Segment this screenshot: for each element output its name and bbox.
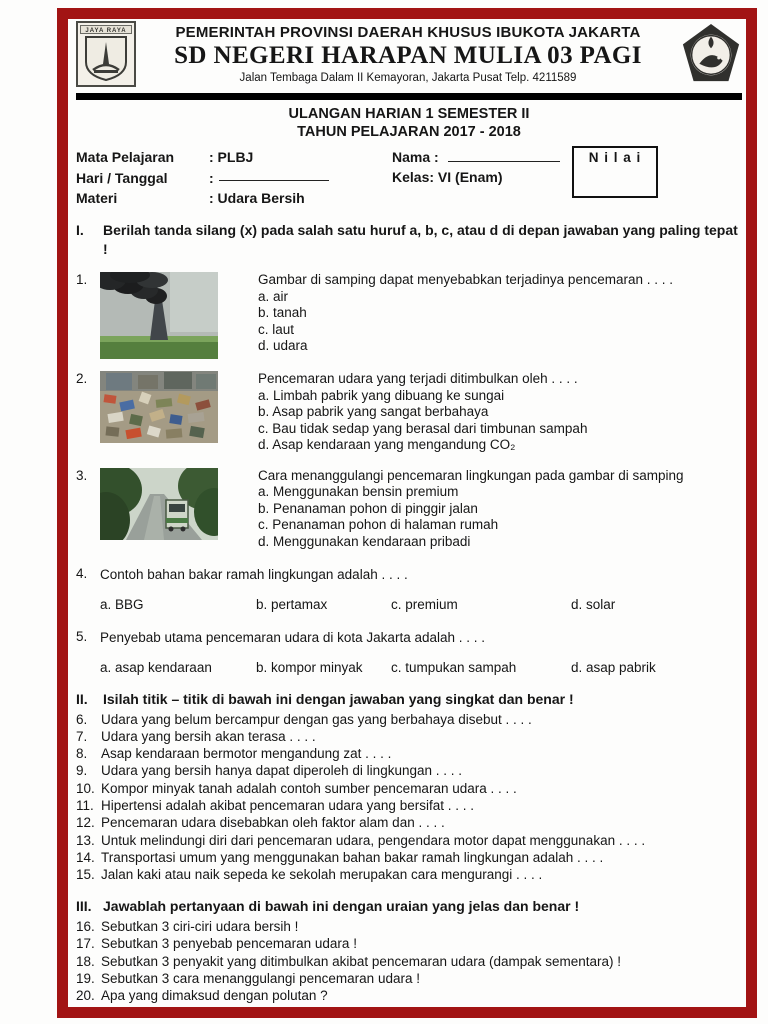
question-4-option-c: c. premium bbox=[391, 597, 458, 612]
question-3-option-c: c. Penanaman pohon di halaman rumah bbox=[258, 517, 499, 532]
item-13 bbox=[76, 832, 742, 849]
item-18-text: Sebutkan 3 penyakit yang ditimbulkan akibat pencemaran udara (dampak sementara) ! bbox=[101, 953, 622, 969]
question-1-option-b: b. tanah bbox=[258, 305, 307, 320]
question-3-option-d: d. Menggunakan kendaraan pribadi bbox=[258, 533, 471, 549]
question-1 bbox=[76, 272, 742, 359]
item-10 bbox=[76, 780, 742, 797]
question-5-text: Penyebab utama pencemaran udara di kota Jakarta adalah . . . . bbox=[100, 630, 485, 645]
government-line: PEMERINTAH PROVINSI DAERAH KHUSUS IBUKOTA JAKARTA bbox=[175, 23, 641, 41]
question-1-option-a: a. air bbox=[258, 288, 289, 304]
header-divider bbox=[76, 93, 742, 100]
name-blank-line bbox=[448, 149, 560, 162]
question-1-text: Gambar di samping dapat menyebabkan terjadinya pencemaran . . . . bbox=[258, 272, 673, 287]
exam-titles bbox=[76, 105, 742, 141]
question-1-option-d: d. udara bbox=[258, 338, 308, 353]
question-4-number: 4. bbox=[76, 566, 88, 581]
tut-wuri-handayani-logo bbox=[680, 22, 742, 86]
item-6-text: Udara yang belum bercampur dengan gas yang berbahaya disebut . . . . bbox=[101, 711, 532, 727]
item-7-text: Udara yang bersih akan terasa . . . . bbox=[101, 728, 316, 744]
name-field bbox=[392, 147, 560, 168]
question-2 bbox=[76, 371, 742, 454]
item-17-text: Sebutkan 3 penyebab pencemaran udara ! bbox=[101, 936, 357, 952]
section-2-items bbox=[76, 711, 742, 884]
item-13-number: 13. bbox=[76, 832, 95, 848]
item-14-number: 14. bbox=[76, 849, 95, 865]
question-3-text: Cara menanggulangi pencemaran lingkungan pada gambar di samping bbox=[258, 467, 684, 483]
date-blank-line bbox=[219, 168, 329, 181]
section-1-numeral: I. bbox=[76, 222, 84, 238]
question-2-option-b: b. Asap pabrik yang sangat berbahaya bbox=[258, 404, 489, 419]
score-box bbox=[572, 146, 658, 198]
item-13-text: Untuk melindungi diri dari pencemaran udara, pengendara motor dapat menggunakan . . . . bbox=[101, 832, 646, 848]
question-1-body bbox=[258, 272, 742, 359]
item-12 bbox=[76, 814, 742, 831]
question-5-option-c: c. tumpukan sampah bbox=[391, 660, 517, 675]
question-1-option-c: c. laut bbox=[258, 321, 295, 337]
item-8-number: 8. bbox=[76, 746, 88, 762]
item-17-number: 17. bbox=[76, 936, 95, 952]
question-1-number: 1. bbox=[76, 272, 88, 287]
question-4-option-a: a. BBG bbox=[100, 597, 144, 612]
item-14 bbox=[76, 849, 742, 866]
section-2-instruction: Isilah titik – titik di bawah ini dengan jawaban yang singkat dan benar ! bbox=[103, 691, 574, 707]
date-label: Hari / Tanggal bbox=[76, 169, 168, 186]
item-17 bbox=[76, 935, 742, 952]
item-18 bbox=[76, 953, 742, 970]
question-2-body bbox=[258, 371, 742, 454]
jakarta-emblem-logo bbox=[76, 21, 136, 87]
item-8 bbox=[76, 745, 742, 762]
question-2-option-c: c. Bau tidak sedap yang berasal dari timbunan sampah bbox=[258, 420, 588, 436]
item-14-text: Transportasi umum yang menggunakan bahan bakar ramah lingkungan adalah . . . . bbox=[101, 849, 604, 865]
section-3-heading bbox=[76, 897, 742, 916]
section-2-heading bbox=[76, 690, 742, 709]
material-value: : Udara Bersih bbox=[209, 190, 305, 206]
subject-label: Mata Pelajaran bbox=[76, 149, 175, 165]
question-3-option-b: b. Penanaman pohon di pinggir jalan bbox=[258, 500, 478, 516]
question-3-option-a: a. Menggunakan bensin premium bbox=[258, 484, 459, 499]
item-16 bbox=[76, 918, 742, 935]
item-12-text: Pencemaran udara disebabkan oleh faktor alam dan . . . . bbox=[101, 815, 445, 831]
section-3-numeral: III. bbox=[76, 898, 92, 915]
name-label: Nama : bbox=[392, 149, 439, 165]
tree-lined-road-photo bbox=[100, 468, 218, 551]
question-4-body bbox=[100, 566, 742, 613]
exam-title-line2: TAHUN PELAJARAN 2017 - 2018 bbox=[297, 124, 521, 140]
material-label: Materi bbox=[76, 190, 118, 206]
question-4 bbox=[76, 566, 742, 613]
item-19 bbox=[76, 970, 742, 987]
garbage-pile-photo bbox=[100, 371, 218, 454]
question-2-option-a: a. Limbah pabrik yang dibuang ke sungai bbox=[258, 387, 505, 403]
jakarta-logo-caption: JAYA RAYA bbox=[80, 25, 132, 34]
class-label: Kelas: VI (Enam) bbox=[392, 169, 503, 185]
question-2-option-d: d. Asap kendaraan yang mengandung CO₂ bbox=[258, 437, 516, 452]
section-1-heading bbox=[76, 221, 742, 258]
school-name: SD NEGERI HARAPAN MULIA 03 PAGI bbox=[174, 41, 642, 69]
item-12-number: 12. bbox=[76, 815, 95, 831]
item-9-text: Udara yang bersih hanya dapat diperoleh di lingkungan . . . . bbox=[101, 763, 462, 779]
item-6-number: 6. bbox=[76, 711, 88, 727]
item-18-number: 18. bbox=[76, 953, 95, 969]
question-5-option-d: d. asap pabrik bbox=[571, 660, 656, 675]
score-label: N i l a i bbox=[588, 150, 642, 165]
education-emblem-icon bbox=[680, 22, 742, 86]
question-5-number: 5. bbox=[76, 629, 88, 644]
question-2-text: Pencemaran udara yang terjadi ditimbulkan oleh . . . . bbox=[258, 371, 578, 386]
question-5 bbox=[76, 629, 742, 676]
item-10-number: 10. bbox=[76, 780, 95, 796]
section-3-items bbox=[76, 918, 742, 1004]
item-20 bbox=[76, 987, 742, 1004]
item-8-text: Asap kendaraan bermotor mengandung zat . . . . bbox=[101, 746, 392, 762]
item-9 bbox=[76, 762, 742, 779]
section-3-instruction: Jawablah pertanyaan di bawah ini dengan uraian yang jelas dan benar ! bbox=[103, 898, 580, 915]
subject-value: : PLBJ bbox=[209, 149, 254, 165]
item-11 bbox=[76, 797, 742, 814]
question-3-number: 3. bbox=[76, 467, 88, 483]
item-15-text: Jalan kaki atau naik sepeda ke sekolah merupakan cara mengurangi . . . . bbox=[101, 867, 543, 883]
item-10-text: Kompor minyak tanah adalah contoh sumber pencemaran udara . . . . bbox=[101, 780, 517, 796]
item-15 bbox=[76, 866, 742, 883]
section-2-numeral: II. bbox=[76, 691, 88, 707]
item-16-text: Sebutkan 3 ciri-ciri udara bersih ! bbox=[101, 918, 299, 934]
item-9-number: 9. bbox=[76, 763, 88, 779]
page-content bbox=[76, 20, 742, 1004]
question-4-option-b: b. pertamax bbox=[256, 597, 328, 612]
exam-info-block bbox=[76, 147, 742, 211]
item-11-number: 11. bbox=[76, 797, 94, 813]
letterhead bbox=[76, 20, 742, 88]
exam-title-line1: ULANGAN HARIAN 1 SEMESTER II bbox=[288, 106, 530, 122]
question-5-option-a: a. asap kendaraan bbox=[100, 660, 212, 675]
item-11-text: Hipertensi adalah akibat pencemaran udara yang bersifat . . . . bbox=[101, 797, 474, 813]
jakarta-shield-icon bbox=[80, 34, 132, 82]
item-19-text: Sebutkan 3 cara menanggulangi pencemaran udara ! bbox=[101, 970, 420, 986]
item-19-number: 19. bbox=[76, 970, 95, 986]
item-20-number: 20. bbox=[76, 988, 95, 1004]
letterhead-text bbox=[144, 24, 672, 85]
question-4-option-d: d. solar bbox=[571, 597, 616, 612]
item-16-number: 16. bbox=[76, 918, 95, 934]
question-3 bbox=[76, 468, 742, 551]
section-1-instruction: Berilah tanda silang (x) pada salah satu huruf a, b, c, atau d di depan jawaban yang paling tepat ! bbox=[103, 222, 738, 257]
smokestack-photo bbox=[100, 272, 218, 359]
item-7-number: 7. bbox=[76, 728, 88, 744]
question-5-option-b: b. kompor minyak bbox=[256, 660, 363, 675]
item-7 bbox=[76, 728, 742, 745]
item-20-text: Apa yang dimaksud dengan polutan ? bbox=[101, 988, 328, 1004]
date-colon: : bbox=[209, 169, 214, 186]
item-15-number: 15. bbox=[76, 867, 95, 883]
question-4-text: Contoh bahan bakar ramah lingkungan adalah . . . . bbox=[100, 567, 408, 582]
item-6 bbox=[76, 711, 742, 728]
question-3-body bbox=[258, 468, 742, 551]
school-address: Jalan Tembaga Dalam II Kemayoran, Jakarta Pusat Telp. 4211589 bbox=[239, 71, 577, 84]
question-2-number: 2. bbox=[76, 371, 88, 386]
question-5-body bbox=[100, 629, 742, 676]
